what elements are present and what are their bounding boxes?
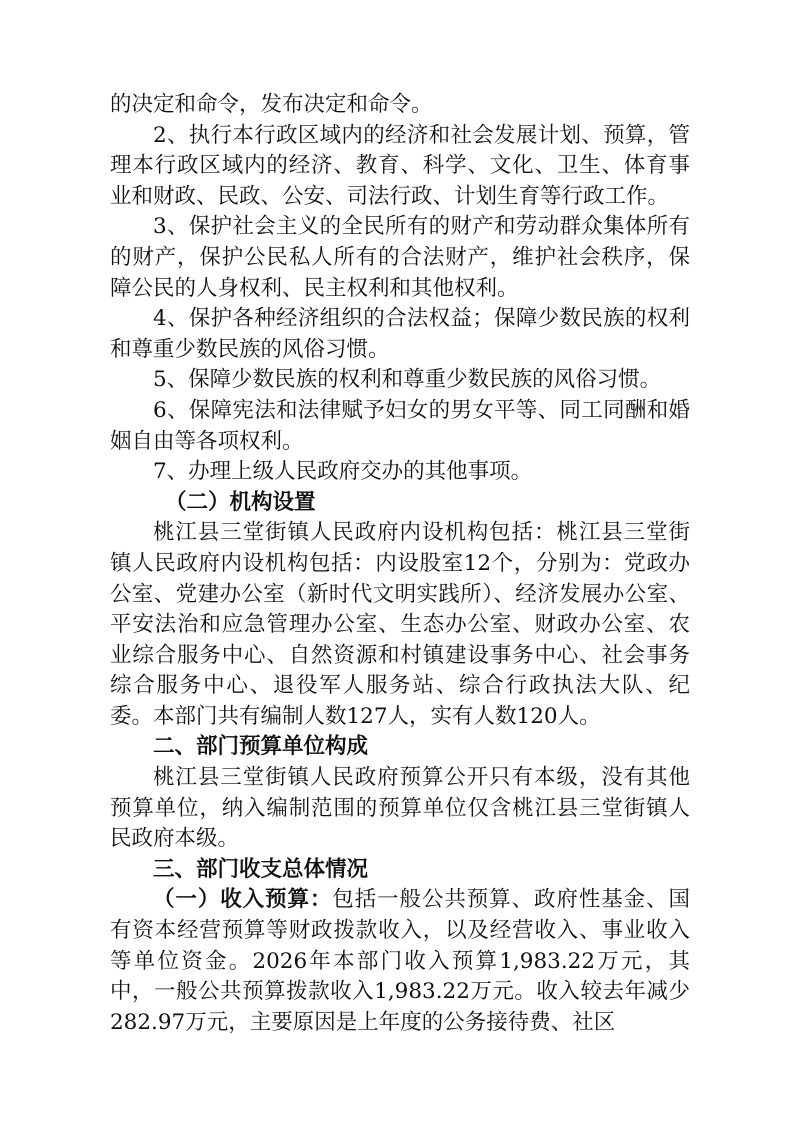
duty-item-4: 4、保护各种经济组织的合法权益；保障少数民族的权利和尊重少数民族的风俗习惯。: [110, 306, 690, 362]
income-label: （一）收入预算：: [153, 887, 333, 913]
income-paragraph: [110, 885, 690, 1038]
duty-item-5: 5、保障少数民族的权利和尊重少数民族的风俗习惯。: [153, 367, 662, 393]
org-setup-heading: （二）机构设置: [165, 489, 316, 515]
duty-item-2: 2、执行本行政区域内的经济和社会发展计划、预算，管理本行政区域内的经济、教育、科学、文化、卫生、体育事业和财政、民政、公安、司法行政、计划生育等行政工作。: [110, 122, 690, 209]
org-setup-paragraph: 桃江县三堂街镇人民政府内设机构包括：桃江县三堂街镇人民政府内设机构包括：内设股室12个，分别为：党政办公室、党建办公室（新时代文明实践所）、经济发展办公室、平安法治和应急管理办公室、生态办公室、财政办公室、农业综合服务中心、自然资源和村镇建设事务中心、社会事务综合服务中心、退役军人服务站、综合行政执法大队、纪委。本部门共有编制人数127人，实有人数120人。: [110, 520, 690, 729]
section2-paragraph: 桃江县三堂街镇人民政府预算公开只有本级，没有其他预算单位，纳入编制范围的预算单位仅含桃江县三堂街镇人民政府本级。: [110, 765, 690, 852]
section3-heading: 三、部门收支总体情况: [153, 856, 369, 882]
duty-item-6: 6、保障宪法和法律赋予妇女的男女平等、同工同酬和婚姻自由等各项权利。: [110, 397, 690, 454]
duty-item-3: 3、保护社会主义的全民所有的财产和劳动群众集体所有的财产，保护公民私人所有的合法财产，维护社会秩序，保障公民的人身权利、民主权利和其他权利。: [110, 214, 690, 301]
continuation-paragraph: 的决定和命令，发布决定和命令。: [110, 92, 433, 117]
section2-heading: 二、部门预算单位构成: [153, 734, 369, 760]
duty-item-7: 7、办理上级人民政府交办的其他事项。: [153, 459, 533, 485]
income-text: 包括一般公共预算、政府性基金、国有资本经营预算等财政拨款收入，以及经营收入、事业收入等单位资金。2026年本部门收入预算1,983.22万元，其中，一般公共预算拨款收入1,983.22万元。收入较去年减少282.97万元，主要原因是上年度的公务接待费、社区: [110, 887, 690, 1035]
document-body: [110, 90, 690, 1038]
